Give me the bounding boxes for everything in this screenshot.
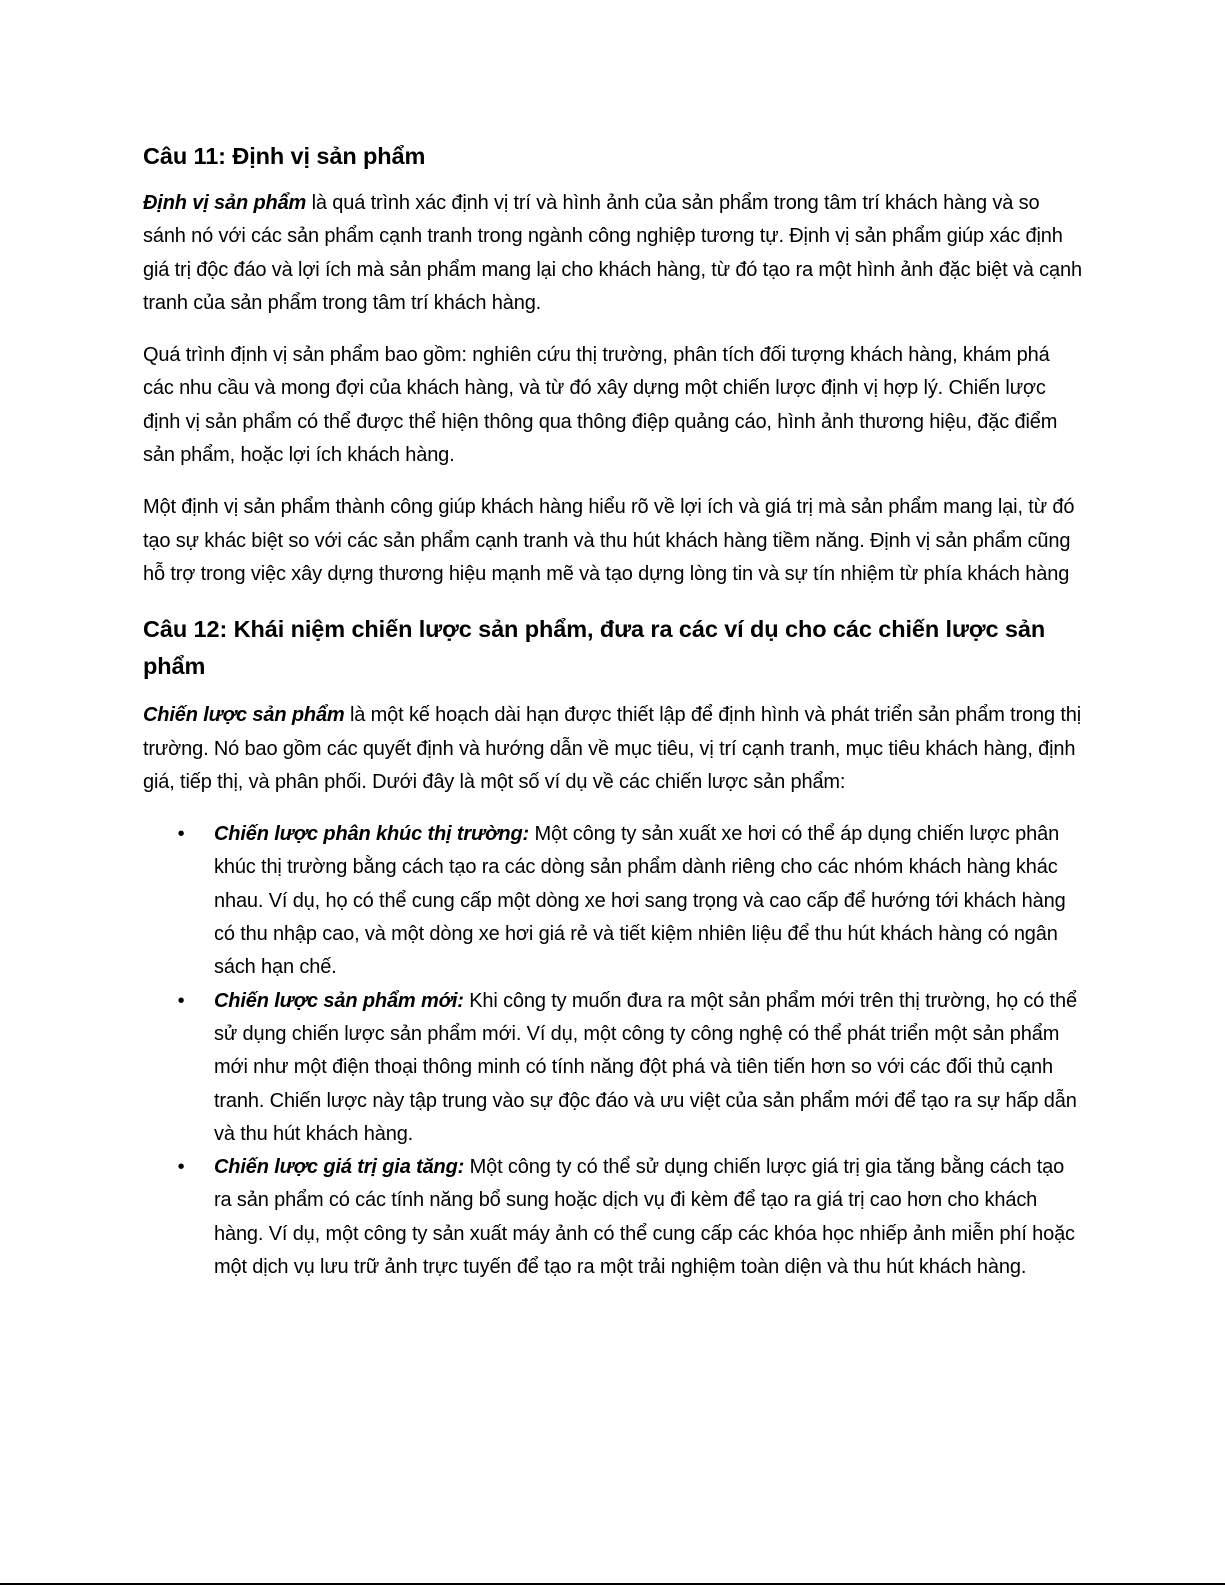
bullet-icon: •	[177, 989, 185, 1012]
list-item-term: Chiến lược giá trị gia tăng:	[214, 1156, 465, 1179]
list-item-text: Một công ty sản xuất xe hơi có thể áp dụng chiến lược phân khúc thị trường bằng cách tạo ra các dòng sản phẩm dành riêng cho các nhóm khách hàng khác nhau. Ví dụ, họ có thể cung cấp một dòng xe hơi sang trọng và cao cấp để hướng tới khách hàng có thu nhập cao, và một dòng xe hơi giá rẻ và tiết kiệm nhiên liệu để thu hút khách hàng có ngân sách hạn chế.	[214, 823, 1066, 979]
strategy-list	[143, 818, 1083, 1284]
section-12-paragraph-1	[143, 699, 1083, 799]
list-item-text: Khi công ty muốn đưa ra một sản phẩm mới trên thị trường, họ có thể sử dụng chiến lược sản phẩm mới. Ví dụ, một công ty công nghệ có thể phát triển một sản phẩm mới như một điện thoại thông minh có tính năng đột phá và tiên tiến hơn so với các đối thủ cạnh tranh. Chiến lược này tập trung vào sự độc đáo và ưu việt của sản phẩm mới để tạo ra sự hấp dẫn và thu hút khách hàng.	[214, 989, 1077, 1145]
section-11-paragraph-2: Quá trình định vị sản phẩm bao gồm: nghiên cứu thị trường, phân tích đối tượng khách hàng, khám phá các nhu cầu và mong đợi của khách hàng, và từ đó xây dựng một chiến lược định vị hợp lý. Chiến lược định vị sản phẩm có thể được thể hiện thông qua thông điệp quảng cáo, hình ảnh thương hiệu, đặc điểm sản phẩm, hoặc lợi ích khách hàng.	[143, 344, 1058, 467]
list-item	[143, 985, 1083, 1151]
bullet-icon: •	[177, 823, 185, 846]
list-item-text: Một công ty có thể sử dụng chiến lược giá trị gia tăng bằng cách tạo ra sản phẩm có các tính năng bổ sung hoặc dịch vụ đi kèm để tạo ra giá trị cao hơn cho khách hàng. Ví dụ, một công ty sản xuất máy ảnh có thể cung cấp các khóa học nhiếp ảnh miễn phí hoặc một dịch vụ lưu trữ ảnh trực tuyến để tạo ra một trải nghiệm toàn diện và thu hút khách hàng.	[214, 1156, 1075, 1279]
term-chien-luoc-san-pham: Chiến lược sản phẩm	[143, 704, 345, 727]
term-dinh-vi-san-pham: Định vị sản phẩm	[143, 192, 307, 214]
bullet-icon: •	[177, 1156, 185, 1179]
section-12-heading: Câu 12: Khái niệm chiến lược sản phẩm, đưa ra các ví dụ cho các chiến lược sản phẩm	[143, 616, 1046, 680]
section-12-paragraph-1-text: là một kế hoạch dài hạn được thiết lập để định hình và phát triển sản phẩm trong thị trường. Nó bao gồm các quyết định và hướng dẫn về mục tiêu, vị trí cạnh tranh, mục tiêu khách hàng, định giá, tiếp thị, và phân phối. Dưới đây là một số ví dụ về các chiến lược sản phẩm:	[143, 704, 1082, 793]
list-item-term: Chiến lược phân khúc thị trường:	[214, 823, 530, 846]
list-item-term: Chiến lược sản phẩm mới:	[214, 989, 464, 1012]
list-item	[143, 1151, 1083, 1284]
section-11-paragraph-3: Một định vị sản phẩm thành công giúp khách hàng hiểu rõ về lợi ích và giá trị mà sản phẩm mang lại, từ đó tạo sự khác biệt so với các sản phẩm cạnh tranh và thu hút khách hàng tiềm năng. Định vị sản phẩm cũng hỗ trợ trong việc xây dựng thương hiệu mạnh mẽ và tạo dựng lòng tin và sự tín nhiệm từ phía khách hàng	[143, 496, 1075, 585]
document-body	[143, 138, 1083, 1284]
section-11-paragraph-1	[143, 187, 1083, 320]
list-item	[143, 818, 1083, 984]
section-11-paragraph-1-text: là quá trình xác định vị trí và hình ảnh của sản phẩm trong tâm trí khách hàng và so sánh nó với các sản phẩm cạnh tranh trong ngành công nghiệp tương tự. Định vị sản phẩm giúp xác định giá trị độc đáo và lợi ích mà sản phẩm mang lại cho khách hàng, từ đó tạo ra một hình ảnh đặc biệt và cạnh tranh của sản phẩm trong tâm trí khách hàng.	[143, 192, 1082, 314]
section-11-heading: Câu 11: Định vị sản phẩm	[143, 143, 426, 169]
